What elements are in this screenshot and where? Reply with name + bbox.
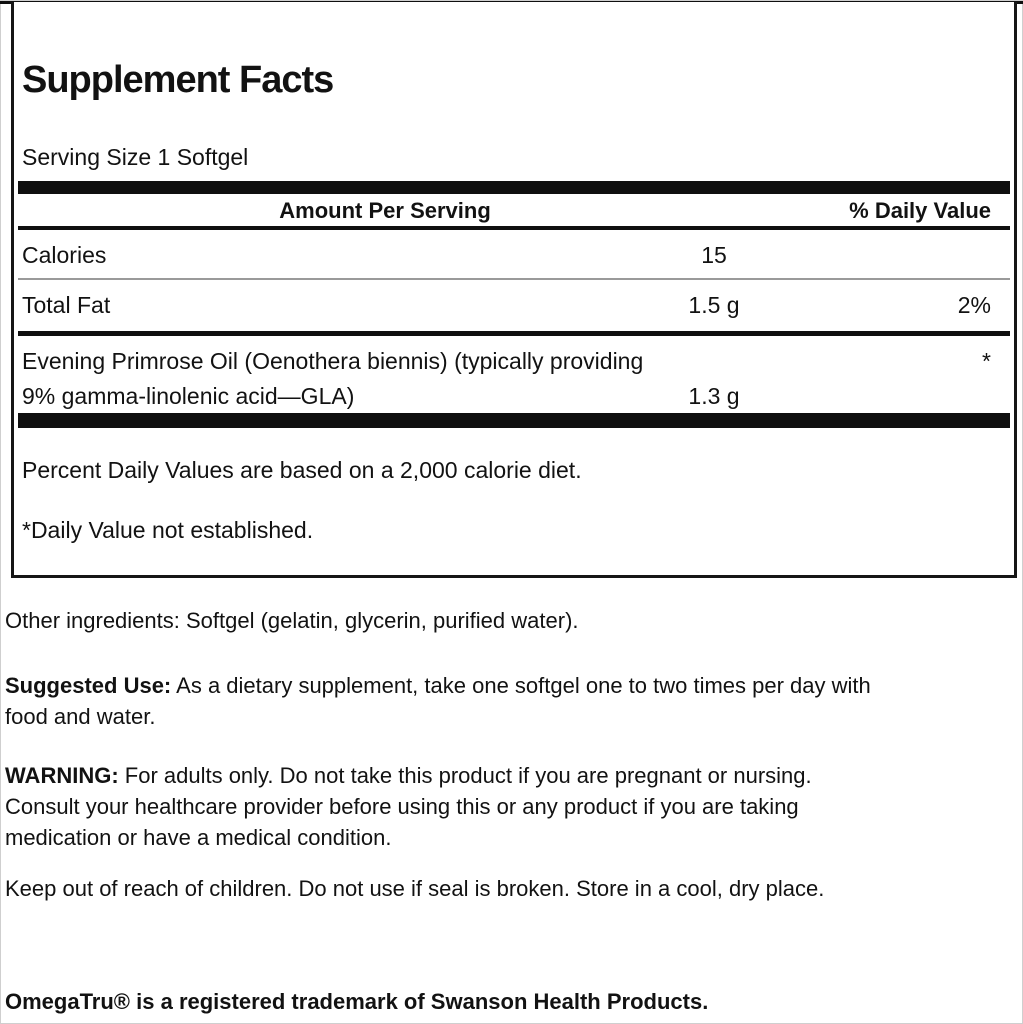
warning-lead: WARNING:: [5, 763, 119, 788]
amount-per-serving-header: Amount Per Serving: [279, 198, 491, 223]
suggested-use-body: As a dietary supplement, take one softgel one to two times per day with: [171, 673, 871, 698]
nutrient-daily-value: 2%: [957, 292, 991, 318]
warning-text: [5, 760, 1015, 853]
total-fat-underline: [18, 331, 1010, 336]
nutrient-daily-value: [794, 381, 991, 411]
nutrient-amount: 1.3 g: [688, 383, 740, 409]
header-underline: [18, 226, 1010, 230]
thick-separator-top: [18, 181, 1010, 194]
warning-body: For adults only. Do not take this product if you are pregnant or nursing.: [118, 763, 812, 788]
nutrient-name-continued: 9% gamma-linolenic acid—GLA): [22, 383, 355, 409]
other-ingredients-text: Other ingredients: Softgel (gelatin, glycerin, purified water).: [5, 608, 579, 633]
serving-size-text: Serving Size 1 Softgel: [22, 144, 249, 170]
nutrient-row-calories: [18, 232, 1010, 278]
warning-line3: medication or have a medical condition.: [5, 825, 392, 850]
nutrient-name: Calories: [22, 241, 107, 268]
supplement-facts-panel: [11, 2, 1017, 578]
nutrient-row-total-fat: [18, 280, 1010, 331]
suggested-use-lead: Suggested Use:: [5, 673, 172, 698]
column-header-row: [18, 196, 1010, 226]
footnote-not-established: *Daily Value not established.: [22, 517, 314, 543]
storage-text: Keep out of reach of children. Do not use if seal is broken. Store in a cool, dry place.: [5, 876, 825, 901]
thick-separator-bottom: [18, 413, 1010, 428]
supplement-facts-title: Supplement Facts: [22, 59, 334, 101]
warning-line1: [5, 760, 1015, 791]
suggested-use-text: [5, 670, 1015, 732]
footnote-percent-daily: Percent Daily Values are based on a 2,000 calorie diet.: [22, 457, 582, 483]
nutrient-row-evening-primrose-line1: [18, 346, 1010, 376]
warning-line2: Consult your healthcare provider before using this or any product if you are taking: [5, 794, 799, 819]
daily-value-header: % Daily Value: [849, 198, 991, 223]
nutrient-name: Total Fat: [22, 292, 111, 318]
suggested-use-line2: food and water.: [5, 704, 156, 729]
nutrient-amount: 1.5 g: [688, 292, 740, 318]
trademark-text: OmegaTru® is a registered trademark of Swanson Health Products.: [5, 989, 709, 1014]
nutrient-daily-value-asterisk: *: [982, 348, 991, 374]
nutrient-row-evening-primrose-line2: [18, 381, 1010, 411]
nutrient-amount: 15: [701, 241, 727, 268]
nutrient-name: Evening Primrose Oil (Oenothera biennis) (typically providing: [22, 348, 644, 374]
suggested-use-line1: [5, 670, 1015, 701]
